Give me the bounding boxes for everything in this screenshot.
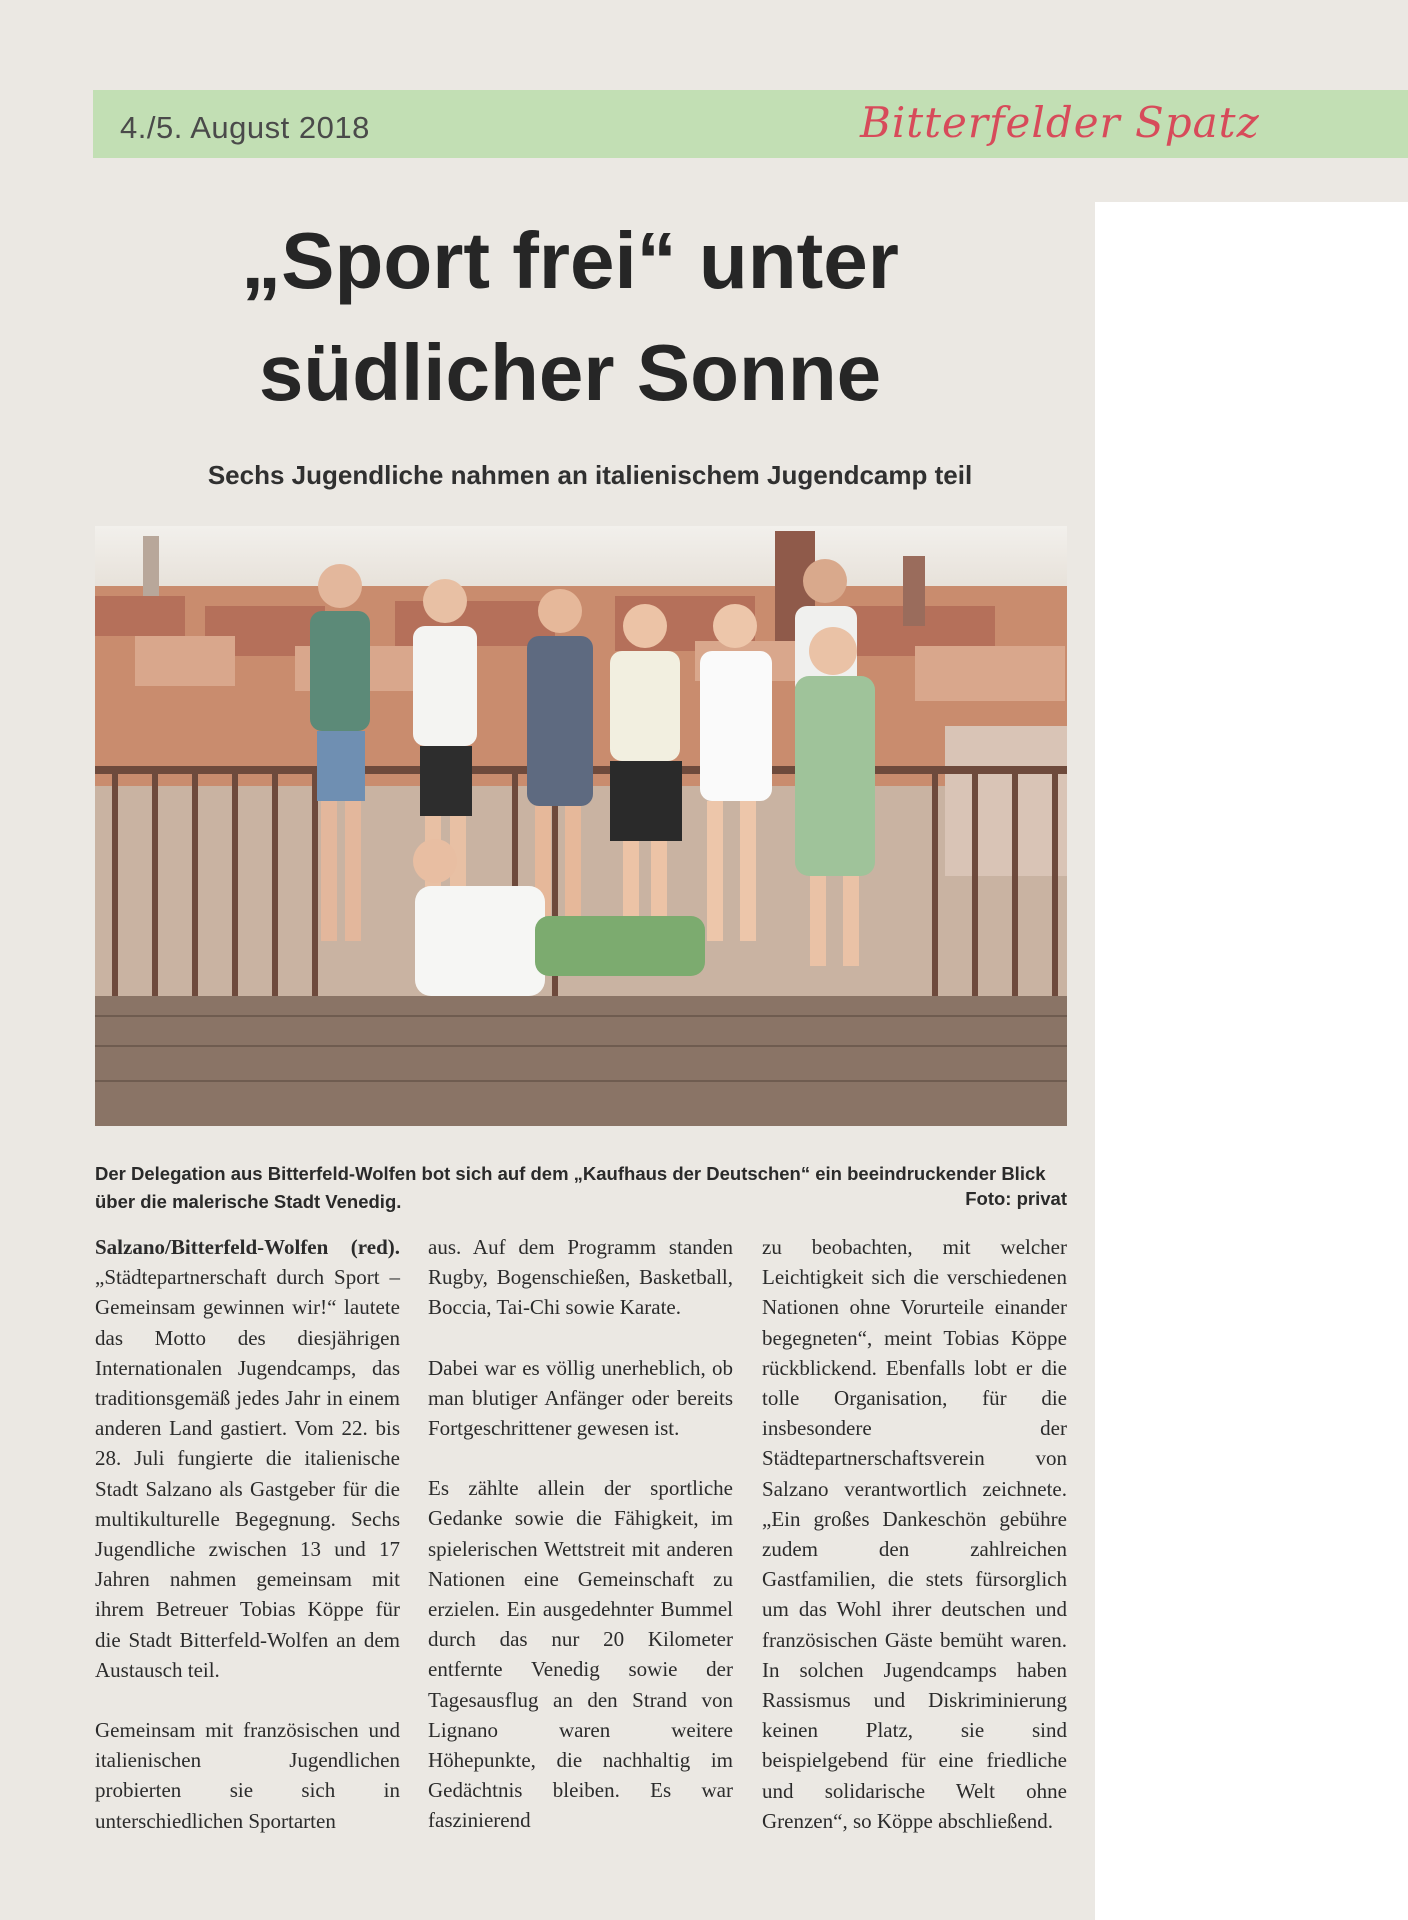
article-paragraph-text: „Städtepartnerschaft durch Sport – Gemeinsam gewinnen wir!“ lautete das Motto des diesjährigen Internationalen Jugendcamps, das traditionsgemäß jedes Jahr in einem anderen Land gastiert. Vom 22. bis 28. Juli fungierte die italienische Stadt Salzano als Gastgeber für die multikulturelle Begegnung. Sechs Jugendliche zwischen 13 und 17 Jahren nahmen gemeinsam mit ihrem Betreuer Tobias Köppe für die Stadt Bitterfeld-Wolfen an dem Austausch teil.: [95, 1265, 400, 1682]
headline: [160, 205, 980, 429]
publication-logo: Bitterfelder Spatz: [860, 98, 1260, 147]
subheadline: Sechs Jugendliche nahmen an italienischem Jugendcamp teil: [207, 460, 973, 490]
article-column-2: [428, 1232, 733, 1866]
article-column-1: [95, 1232, 400, 1866]
headline-line-1: „Sport frei“ unter: [241, 216, 899, 305]
article-paragraph: [95, 1232, 400, 1685]
article-dateline: Salzano/Bitterfeld-Wolfen (red).: [95, 1235, 400, 1259]
photo-caption: Der Delegation aus Bitterfeld-Wolfen bot sich auf dem „Kaufhaus der Deutschen“ ein beeindruckender Blick über die malerische Stadt Venedig.: [95, 1163, 1046, 1212]
article-paragraph: Gemeinsam mit französischen und italienischen Jugendlichen probierten sie sich in unterschiedlichen Sportarten: [95, 1718, 400, 1833]
headline-line-2: südlicher Sonne: [258, 328, 882, 417]
issue-date: 4./5. August 2018: [120, 110, 370, 145]
photo-credit: Foto: privat: [965, 1188, 1067, 1209]
group-photo-venice: [95, 526, 1067, 1126]
article-column-3: [762, 1232, 1067, 1866]
photo-illustration: [95, 526, 1067, 1126]
article-paragraph: zu beobachten, mit welcher Leichtigkeit sich die verschiedenen Nationen ohne Vorurteile einander begegneten“, meint Tobias Köppe rückblickend. Ebenfalls lobt er die tolle Organisation, für die insbesondere der Städtepartnerschaftsverein von Salzano verantwortlich zeichnete. „Ein großes Dankeschön gebühre zudem den zahlreichen Gastfamilien, die stets fürsorglich um das Wohl ihrer deutschen und französischen Gäste bemüht waren. In solchen Jugendcamps haben Rassismus und Diskriminierung keinen Platz, sie sind beispielgebend für eine friedliche und solidarische Welt ohne Grenzen“, so Köppe abschließend.: [762, 1235, 1067, 1833]
article-paragraph: Dabei war es völlig unerheblich, ob man blutiger Anfänger oder bereits Fortgeschrittener gewesen ist.: [428, 1355, 733, 1441]
article-paragraph: aus. Auf dem Programm standen Rugby, Bogenschießen, Basketball, Boccia, Tai-Chi sowie Karate.: [428, 1235, 733, 1320]
article-paragraph: Es zählte allein der sportliche Gedanke sowie die Fähigkeit, im spielerischen Wettstreit mit anderen Nationen eine Gemeinschaft zu erzielen. Ein ausgedehnter Bummel durch das nur 20 Kilometer entfernte Venedig sowie der Tagesausflug an den Strand von Lignano waren weitere Höhepunkte, die nachhaltig im Gedächtnis bleiben. Es war faszinierend: [428, 1476, 733, 1833]
